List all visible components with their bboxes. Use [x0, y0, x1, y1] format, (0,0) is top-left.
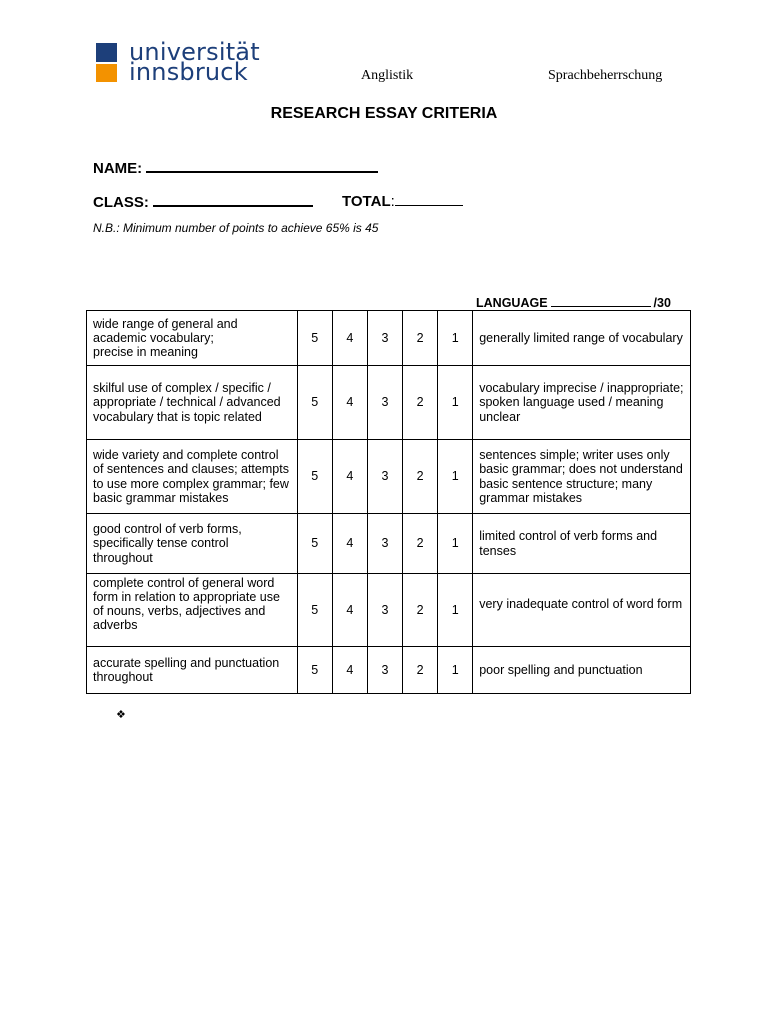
table-row — [87, 647, 691, 694]
criterion-high-text: complete control of general word form in relation to appropriate use of nouns, verbs, adjectives and adverbs — [93, 575, 280, 633]
bullet-glyph: ❖ — [116, 708, 126, 721]
criterion-high — [87, 311, 298, 366]
score-cell[interactable]: 4 — [332, 647, 367, 694]
logo-orange-square — [96, 64, 117, 82]
total-blank-line[interactable] — [395, 191, 463, 206]
class-blank-line[interactable] — [153, 191, 313, 207]
total-label: TOTAL — [342, 193, 391, 210]
score-cell[interactable]: 3 — [367, 574, 402, 647]
score-cell[interactable]: 5 — [297, 514, 332, 574]
score-cell[interactable]: 5 — [297, 366, 332, 440]
table-row — [87, 366, 691, 440]
score-cell[interactable]: 4 — [332, 311, 367, 366]
criterion-low — [473, 366, 691, 440]
score-cell[interactable]: 5 — [297, 647, 332, 694]
page-title: RESEARCH ESSAY CRITERIA — [270, 105, 498, 122]
criteria-table — [86, 310, 691, 694]
name-blank-line[interactable] — [146, 157, 378, 173]
score-cell[interactable]: 3 — [367, 647, 402, 694]
logo-text-line1: universität — [129, 38, 260, 66]
criterion-low — [473, 574, 691, 647]
criterion-high — [87, 440, 298, 514]
criterion-low-text: sentences simple; writer uses only basic grammar; does not understand basic sentence structure; many grammar mistakes — [479, 448, 683, 505]
score-cell[interactable]: 5 — [297, 440, 332, 514]
score-cell[interactable]: 4 — [332, 366, 367, 440]
criterion-high-text: wide range of general and academic vocabulary; precise in meaning — [93, 316, 238, 360]
criterion-low — [473, 647, 691, 694]
score-cell[interactable]: 2 — [403, 574, 438, 647]
score-cell[interactable]: 2 — [403, 647, 438, 694]
table-row — [87, 574, 691, 647]
score-cell[interactable]: 2 — [403, 440, 438, 514]
score-cell[interactable]: 3 — [367, 440, 402, 514]
criterion-low — [473, 311, 691, 366]
total-field[interactable] — [342, 191, 463, 210]
language-label: LANGUAGE — [476, 296, 548, 310]
criterion-low-text: very inadequate control of word form — [479, 596, 683, 611]
logo-blue-square — [96, 43, 117, 62]
criterion-low-text: limited control of verb forms and tenses — [479, 529, 658, 558]
criterion-low — [473, 514, 691, 574]
score-cell[interactable]: 1 — [438, 311, 473, 366]
criterion-high — [87, 647, 298, 694]
score-cell[interactable]: 1 — [438, 574, 473, 647]
score-cell[interactable]: 3 — [367, 311, 402, 366]
criterion-high-text: accurate spelling and punctuation throughout — [93, 655, 280, 684]
criterion-low — [473, 440, 691, 514]
score-cell[interactable]: 4 — [332, 574, 367, 647]
language-blank-line[interactable] — [551, 294, 651, 307]
score-cell[interactable]: 1 — [438, 647, 473, 694]
score-cell[interactable]: 5 — [297, 311, 332, 366]
score-cell[interactable]: 3 — [367, 366, 402, 440]
minimum-points-note: N.B.: Minimum number of points to achieve 65% is 45 — [93, 221, 379, 235]
name-label: NAME: — [93, 160, 143, 177]
score-cell[interactable]: 5 — [297, 574, 332, 647]
table-row — [87, 514, 691, 574]
criterion-high-text: wide variety and complete control of sentences and clauses; attempts to use more complex grammar; few basic grammar mistakes — [93, 448, 289, 505]
header-department: Anglistik — [361, 68, 414, 83]
score-cell[interactable]: 1 — [438, 366, 473, 440]
criterion-high-text: good control of verb forms, specifically tense control throughout — [93, 522, 242, 565]
score-cell[interactable]: 3 — [367, 514, 402, 574]
table-row — [87, 311, 691, 366]
logo-text-line2: innsbruck — [129, 58, 248, 86]
score-cell[interactable]: 2 — [403, 366, 438, 440]
score-cell[interactable]: 2 — [403, 311, 438, 366]
header-course: Sprachbeherrschung — [548, 68, 663, 83]
class-field[interactable] — [93, 191, 313, 211]
criterion-high — [87, 574, 298, 647]
university-logo — [96, 38, 276, 86]
score-cell[interactable]: 4 — [332, 440, 367, 514]
score-cell[interactable]: 2 — [403, 514, 438, 574]
language-max: /30 — [653, 296, 671, 310]
name-field[interactable] — [93, 157, 378, 177]
language-score-line — [476, 294, 671, 310]
criterion-high — [87, 514, 298, 574]
criterion-low-text: vocabulary imprecise / inappropriate; spoken language used / meaning unclear — [479, 381, 684, 424]
score-cell[interactable]: 4 — [332, 514, 367, 574]
total-colon: : — [390, 193, 395, 210]
score-cell[interactable]: 1 — [438, 514, 473, 574]
score-cell[interactable]: 1 — [438, 440, 473, 514]
criterion-low-text: generally limited range of vocabulary — [479, 330, 683, 345]
criterion-low-text: poor spelling and punctuation — [479, 662, 643, 677]
criterion-high-text: skilful use of complex / specific / appropriate / technical / advanced vocabulary that is topic related — [93, 381, 281, 424]
criterion-high — [87, 366, 298, 440]
class-label: CLASS: — [93, 194, 149, 211]
table-row — [87, 440, 691, 514]
